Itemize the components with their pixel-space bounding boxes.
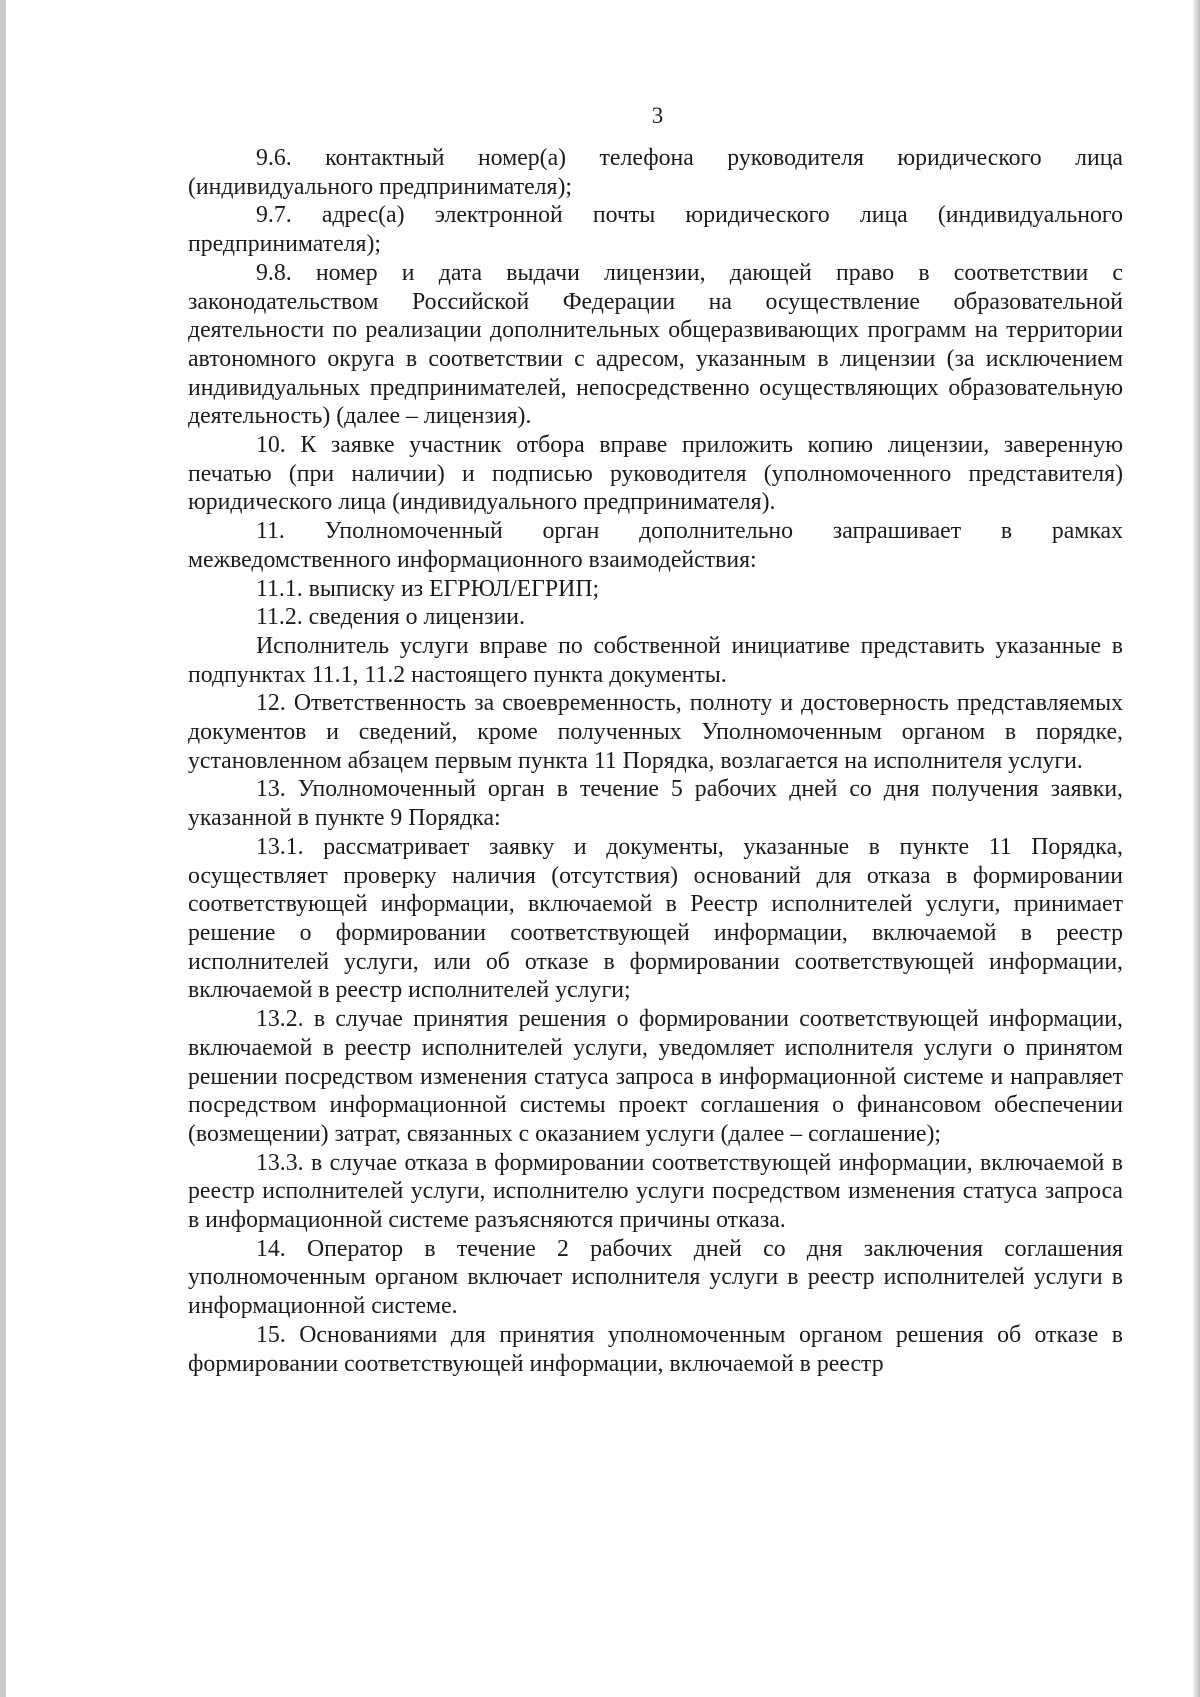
paragraph-14: 14. Оператор в течение 2 рабочих дней со дня заключения соглашения уполномоченным органом включает исполнителя услуги в реестр исполнителей услуги в информационной системе. [188,1235,1123,1320]
paragraph-13: 13. Уполномоченный орган в течение 5 рабочих дней со дня получения заявки, указанной в пункте 9 Порядка: [188,776,1123,832]
document-body [188,144,1123,1378]
paragraph-11-1: 11.1. выписку из ЕГРЮЛ/ЕГРИП; [256,575,600,602]
paragraph-12: 12. Ответственность за своевременность, полноту и достоверность представляемых документов и сведений, кроме полученных Уполномоченным органом в порядке, установленном абзацем первым пункта 11 Порядка, возлагается на исполнителя услуги. [188,690,1123,774]
paragraph-13-2: 13.2. в случае принятия решения о формировании соответствующей информации, включаемой в реестр исполнителей услуги, уведомляет исполнителя услуги о принятом решении посредством изменения статуса запроса в информационной системе и направляет посредством информационной системы проект соглашения о финансовом обеспечении (возмещении) затрат, связанных с оказанием услуги (далее – соглашение); [188,1006,1123,1147]
scan-edge-left [0,0,6,1697]
paragraph-13-1: 13.1. рассматривает заявку и документы, указанные в пункте 11 Порядка, осуществляет проверку наличия (отсутствия) оснований для отказа в формировании соответствующей информации, включаемой в Реестр исполнителей услуги, принимает решение о формировании соответствующей информации, включаемой в реестр исполнителей услуги, или об отказе в формировании соответствующей информации, включаемой в реестр исполнителей услуги; [188,833,1123,1004]
paragraph-9-8: 9.8. номер и дата выдачи лицензии, дающей право в соответствии с законодательством Российской Федерации на осуществление образовательной деятельности по реализации дополнительных общеразвивающих программ на территории автономного округа в соответствии с адресом, указанным в лицензии (за исключением индивидуальных предпринимателей, непосредственно осуществляющих образовательную деятельность) (далее – лицензия). [188,259,1123,430]
scan-edge-right [1193,0,1200,1697]
paragraph-9-7: 9.7. адрес(а) электронной почты юридического лица (индивидуального предпринимателя); [188,202,1123,258]
paragraph-9-6: 9.6. контактный номер(а) телефона руководителя юридического лица (индивидуального предпринимателя); [188,145,1123,200]
paragraph-10: 10. К заявке участник отбора вправе приложить копию лицензии, заверенную печатью (при наличии) и подписью руководителя (уполномоченного представителя) юридического лица (индивидуального предпринимателя). [188,432,1123,516]
paragraph-13-3: 13.3. в случае отказа в формировании соответствующей информации, включаемой в реестр исполнителей услуги, исполнителю услуги посредством изменения статуса запроса в информационной системе разъясняются причины отказа. [188,1149,1123,1234]
paragraph-11-2: 11.2. сведения о лицензии. [256,604,525,631]
paragraph-11-note: Исполнитель услуги вправе по собственной инициативе представить указанные в подпунктах 11.1, 11.2 настоящего пункта документы. [188,632,1123,688]
paragraph-15: 15. Основаниями для принятия уполномоченным органом решения об отказе в формировании соответствующей информации, включаемой в реестр [188,1321,1123,1377]
paragraph-11: 11. Уполномоченный орган дополнительно запрашивает в рамках межведомственного информационного взаимодействия: [188,518,1123,573]
page-number: 3 [651,103,664,128]
